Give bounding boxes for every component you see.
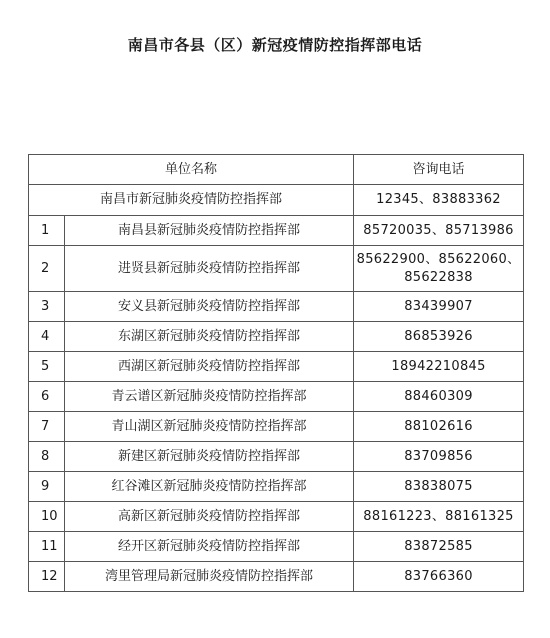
- phone-cell: 88102616: [354, 412, 524, 442]
- table-row: [29, 502, 524, 532]
- unit-name-cell: 红谷滩区新冠肺炎疫情防控指挥部: [65, 472, 354, 502]
- row-number-cell: 6: [29, 382, 65, 412]
- phone-cell: 83838075: [354, 472, 524, 502]
- unit-name-cell: 青云谱区新冠肺炎疫情防控指挥部: [65, 382, 354, 412]
- row-number-cell: 11: [29, 532, 65, 562]
- contact-table: [28, 154, 524, 592]
- table-row: [29, 442, 524, 472]
- document-title: 南昌市各县（区）新冠疫情防控指挥部电话: [127, 36, 423, 54]
- unit-name-cell: 青山湖区新冠肺炎疫情防控指挥部: [65, 412, 354, 442]
- row-number-cell: 5: [29, 352, 65, 382]
- unit-name-cell: 湾里管理局新冠肺炎疫情防控指挥部: [65, 562, 354, 592]
- unit-name-cell: 南昌县新冠肺炎疫情防控指挥部: [65, 216, 354, 246]
- unit-name-cell: 进贤县新冠肺炎疫情防控指挥部: [65, 246, 354, 292]
- header-unit-name: 单位名称: [29, 155, 354, 185]
- row-number-cell: 7: [29, 412, 65, 442]
- table-row: [29, 246, 524, 292]
- table-header-row: [29, 155, 524, 185]
- table-row: [29, 382, 524, 412]
- table-row: [29, 412, 524, 442]
- row-number-cell: 8: [29, 442, 65, 472]
- row-number-cell: 2: [29, 246, 65, 292]
- table-row-headquarters: [29, 185, 524, 216]
- phone-cell: 83766360: [354, 562, 524, 592]
- table-row: [29, 322, 524, 352]
- phone-cell: 83872585: [354, 532, 524, 562]
- unit-name-cell: 安义县新冠肺炎疫情防控指挥部: [65, 292, 354, 322]
- table-row: [29, 292, 524, 322]
- row-number-cell: 1: [29, 216, 65, 246]
- row-number-cell: 10: [29, 502, 65, 532]
- unit-name-cell: 东湖区新冠肺炎疫情防控指挥部: [65, 322, 354, 352]
- row-number-cell: 9: [29, 472, 65, 502]
- table-row: [29, 352, 524, 382]
- table-row: [29, 472, 524, 502]
- unit-name-cell: 新建区新冠肺炎疫情防控指挥部: [65, 442, 354, 472]
- unit-name-cell: 西湖区新冠肺炎疫情防控指挥部: [65, 352, 354, 382]
- phone-cell: 85720035、85713986: [354, 216, 524, 246]
- phone-cell: 18942210845: [354, 352, 524, 382]
- row-number-cell: 12: [29, 562, 65, 592]
- header-phone: 咨询电话: [354, 155, 524, 185]
- unit-name-cell: 高新区新冠肺炎疫情防控指挥部: [65, 502, 354, 532]
- table-row: [29, 216, 524, 246]
- table-row: [29, 562, 524, 592]
- phone-cell: 85622900、85622060、85622838: [354, 246, 524, 292]
- phone-cell: 12345、83883362: [354, 185, 524, 216]
- unit-name-cell: 南昌市新冠肺炎疫情防控指挥部: [29, 185, 354, 216]
- row-number-cell: 3: [29, 292, 65, 322]
- row-number-cell: 4: [29, 322, 65, 352]
- phone-cell: 83439907: [354, 292, 524, 322]
- phone-cell: 88460309: [354, 382, 524, 412]
- unit-name-cell: 经开区新冠肺炎疫情防控指挥部: [65, 532, 354, 562]
- phone-cell: 86853926: [354, 322, 524, 352]
- table-row: [29, 532, 524, 562]
- phone-cell: 83709856: [354, 442, 524, 472]
- phone-cell: 88161223、88161325: [354, 502, 524, 532]
